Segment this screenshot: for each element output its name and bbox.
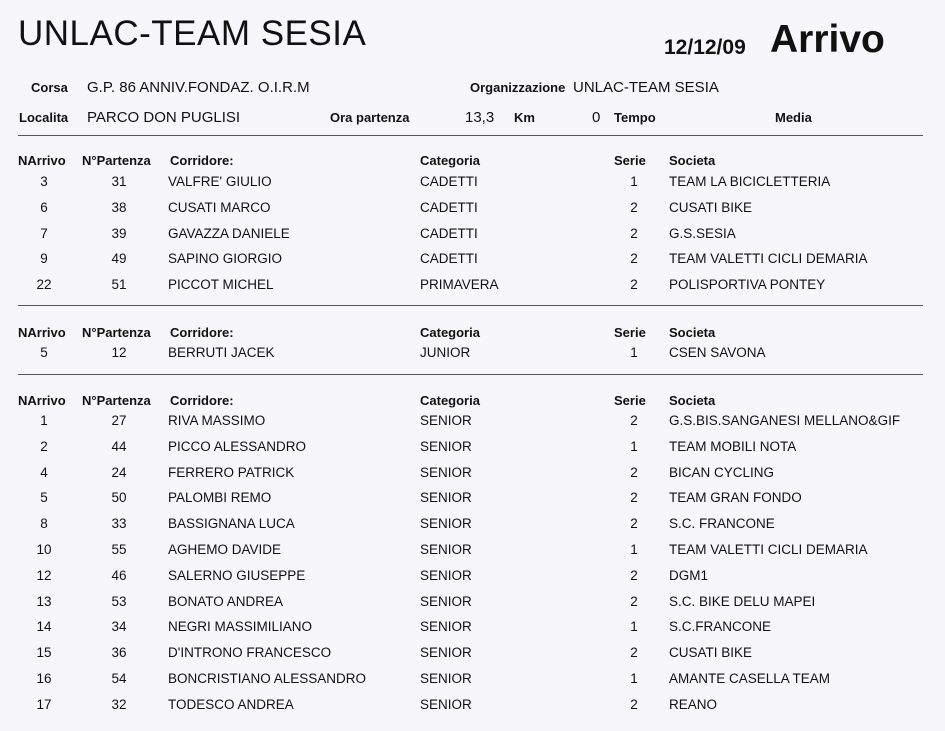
series: 2 bbox=[630, 277, 638, 292]
arrival-number: 15 bbox=[36, 645, 52, 660]
rider-name: PICCOT MICHEL bbox=[168, 277, 274, 292]
rider-name: SALERNO GIUSEPPE bbox=[168, 568, 306, 583]
media-label: Media bbox=[775, 110, 812, 125]
start-number: 55 bbox=[111, 542, 127, 557]
header-npartenza: N°Partenza bbox=[82, 325, 151, 340]
team-name: TEAM VALETTI CICLI DEMARIA bbox=[669, 251, 868, 266]
rider-name: BERRUTI JACEK bbox=[168, 345, 275, 360]
series: 2 bbox=[630, 594, 638, 609]
start-number: 31 bbox=[111, 174, 127, 189]
start-number: 53 bbox=[111, 594, 127, 609]
organizzazione-label: Organizzazione bbox=[470, 80, 566, 95]
series: 2 bbox=[630, 251, 638, 266]
team-name: DGM1 bbox=[669, 568, 709, 583]
series: 2 bbox=[630, 697, 638, 712]
arrival-number: 7 bbox=[40, 226, 48, 241]
arrival-number: 5 bbox=[40, 345, 48, 360]
arrival-number: 4 bbox=[40, 465, 48, 480]
team-name: AMANTE CASELLA TEAM bbox=[669, 671, 831, 686]
divider bbox=[18, 135, 923, 136]
header-corridore: Corridore: bbox=[170, 325, 234, 340]
header-societa: Societa bbox=[669, 393, 716, 408]
category: CADETTI bbox=[420, 174, 478, 189]
team-name: TEAM VALETTI CICLI DEMARIA bbox=[669, 542, 868, 557]
start-number: 46 bbox=[111, 568, 127, 583]
category: JUNIOR bbox=[420, 345, 471, 360]
series: 2 bbox=[630, 413, 638, 428]
team-name: S.C. BIKE DELU MAPEI bbox=[669, 594, 816, 609]
category: CADETTI bbox=[420, 200, 478, 215]
header-societa: Societa bbox=[669, 153, 716, 168]
section-divider bbox=[18, 374, 923, 375]
team-name: TEAM LA BICICLETTERIA bbox=[669, 174, 831, 189]
header-corridore: Corridore: bbox=[170, 393, 234, 408]
header-npartenza: N°Partenza bbox=[82, 393, 151, 408]
arrival-number: 10 bbox=[36, 542, 52, 557]
organizzazione-value: UNLAC-TEAM SESIA bbox=[573, 79, 719, 96]
arrival-number: 9 bbox=[40, 251, 48, 266]
start-number: 39 bbox=[111, 226, 127, 241]
start-number: 12 bbox=[111, 345, 127, 360]
ora-partenza-label: Ora partenza bbox=[330, 110, 410, 125]
start-number: 34 bbox=[111, 619, 127, 634]
rider-name: PALOMBI REMO bbox=[168, 490, 272, 505]
team-name: G.S.BIS.SANGANESI MELLANO&GIF bbox=[669, 413, 901, 428]
arrival-number: 16 bbox=[36, 671, 52, 686]
km-value: 0 bbox=[592, 109, 601, 126]
series: 1 bbox=[630, 619, 638, 634]
header-npartenza: N°Partenza bbox=[82, 153, 151, 168]
category: SENIOR bbox=[420, 671, 472, 686]
team-name: BICAN CYCLING bbox=[669, 465, 775, 480]
series: 2 bbox=[630, 645, 638, 660]
rider-name: D'INTRONO FRANCESCO bbox=[168, 645, 332, 660]
arrival-number: 14 bbox=[36, 619, 52, 634]
arrival-number: 17 bbox=[36, 697, 52, 712]
start-number: 36 bbox=[111, 645, 127, 660]
category: SENIOR bbox=[420, 697, 472, 712]
team-name: CUSATI BIKE bbox=[669, 200, 753, 215]
category: SENIOR bbox=[420, 465, 472, 480]
header-serie: Serie bbox=[614, 393, 646, 408]
start-number: 54 bbox=[111, 671, 127, 686]
rider-name: RIVA MASSIMO bbox=[168, 413, 266, 428]
start-number: 38 bbox=[111, 200, 127, 215]
start-number: 44 bbox=[111, 439, 127, 454]
localita-value: PARCO DON PUGLISI bbox=[87, 109, 241, 126]
start-number: 50 bbox=[111, 490, 127, 505]
series: 2 bbox=[630, 226, 638, 241]
header-categoria: Categoria bbox=[420, 325, 480, 340]
category: SENIOR bbox=[420, 413, 472, 428]
localita-label: Localita bbox=[19, 110, 69, 125]
arrival-number: 6 bbox=[40, 200, 48, 215]
category: SENIOR bbox=[420, 619, 472, 634]
rider-name: TODESCO ANDREA bbox=[168, 697, 294, 712]
team-name: POLISPORTIVA PONTEY bbox=[669, 277, 826, 292]
rider-name: BONATO ANDREA bbox=[168, 594, 284, 609]
rider-name: CUSATI MARCO bbox=[168, 200, 271, 215]
rider-name: PICCO ALESSANDRO bbox=[168, 439, 307, 454]
team-name: REANO bbox=[669, 697, 718, 712]
arrival-number: 2 bbox=[40, 439, 48, 454]
team-name: TEAM GRAN FONDO bbox=[669, 490, 802, 505]
arrival-number: 1 bbox=[40, 413, 48, 428]
rider-name: GAVAZZA DANIELE bbox=[168, 226, 290, 241]
series: 1 bbox=[630, 345, 638, 360]
category: CADETTI bbox=[420, 251, 478, 266]
header-narrivo: NArrivo bbox=[18, 153, 66, 168]
document-title: UNLAC-TEAM SESIA bbox=[18, 14, 367, 53]
header-categoria: Categoria bbox=[420, 153, 480, 168]
category: SENIOR bbox=[420, 542, 472, 557]
rider-name: FERRERO PATRICK bbox=[168, 465, 295, 480]
team-name: TEAM MOBILI NOTA bbox=[669, 439, 797, 454]
category: PRIMAVERA bbox=[420, 277, 499, 292]
arrival-number: 3 bbox=[40, 174, 48, 189]
team-name: S.C. FRANCONE bbox=[669, 516, 775, 531]
arrival-number: 5 bbox=[40, 490, 48, 505]
category: SENIOR bbox=[420, 516, 472, 531]
header-narrivo: NArrivo bbox=[18, 325, 66, 340]
start-number: 27 bbox=[111, 413, 127, 428]
category: CADETTI bbox=[420, 226, 478, 241]
km-label: Km bbox=[514, 110, 535, 125]
ora-partenza-value: 13,3 bbox=[465, 109, 495, 126]
series: 2 bbox=[630, 568, 638, 583]
start-number: 32 bbox=[111, 697, 127, 712]
corsa-value: G.P. 86 ANNIV.FONDAZ. O.I.R.M bbox=[87, 79, 310, 96]
series: 1 bbox=[630, 542, 638, 557]
arrivo-heading: Arrivo bbox=[770, 18, 885, 61]
start-number: 33 bbox=[111, 516, 127, 531]
header-serie: Serie bbox=[614, 153, 646, 168]
header-corridore: Corridore: bbox=[170, 153, 234, 168]
rider-name: AGHEMO DAVIDE bbox=[168, 542, 282, 557]
series: 2 bbox=[630, 465, 638, 480]
team-name: CSEN SAVONA bbox=[669, 345, 766, 360]
series: 2 bbox=[630, 516, 638, 531]
rider-name: BASSIGNANA LUCA bbox=[168, 516, 295, 531]
arrival-number: 13 bbox=[36, 594, 52, 609]
header-narrivo: NArrivo bbox=[18, 393, 66, 408]
category: SENIOR bbox=[420, 568, 472, 583]
series: 1 bbox=[630, 174, 638, 189]
start-number: 51 bbox=[111, 277, 127, 292]
category: SENIOR bbox=[420, 645, 472, 660]
rider-name: NEGRI MASSIMILIANO bbox=[168, 619, 313, 634]
rider-name: BONCRISTIANO ALESSANDRO bbox=[168, 671, 367, 686]
arrival-number: 22 bbox=[36, 277, 52, 292]
race-date: 12/12/09 bbox=[664, 36, 746, 59]
team-name: G.S.SESIA bbox=[669, 226, 736, 241]
series: 2 bbox=[630, 490, 638, 505]
category: SENIOR bbox=[420, 490, 472, 505]
rider-name: VALFRE' GIULIO bbox=[168, 174, 272, 189]
header-serie: Serie bbox=[614, 325, 646, 340]
team-name: CUSATI BIKE bbox=[669, 645, 753, 660]
start-number: 24 bbox=[111, 465, 127, 480]
section-divider bbox=[18, 305, 923, 306]
series: 1 bbox=[630, 439, 638, 454]
rider-name: SAPINO GIORGIO bbox=[168, 251, 283, 266]
category: SENIOR bbox=[420, 439, 472, 454]
corsa-label: Corsa bbox=[31, 80, 68, 95]
category: SENIOR bbox=[420, 594, 472, 609]
series: 1 bbox=[630, 671, 638, 686]
tempo-label: Tempo bbox=[614, 110, 656, 125]
arrival-number: 12 bbox=[36, 568, 52, 583]
arrival-number: 8 bbox=[40, 516, 48, 531]
start-number: 49 bbox=[111, 251, 127, 266]
header-societa: Societa bbox=[669, 325, 716, 340]
header-categoria: Categoria bbox=[420, 393, 480, 408]
team-name: S.C.FRANCONE bbox=[669, 619, 772, 634]
series: 2 bbox=[630, 200, 638, 215]
